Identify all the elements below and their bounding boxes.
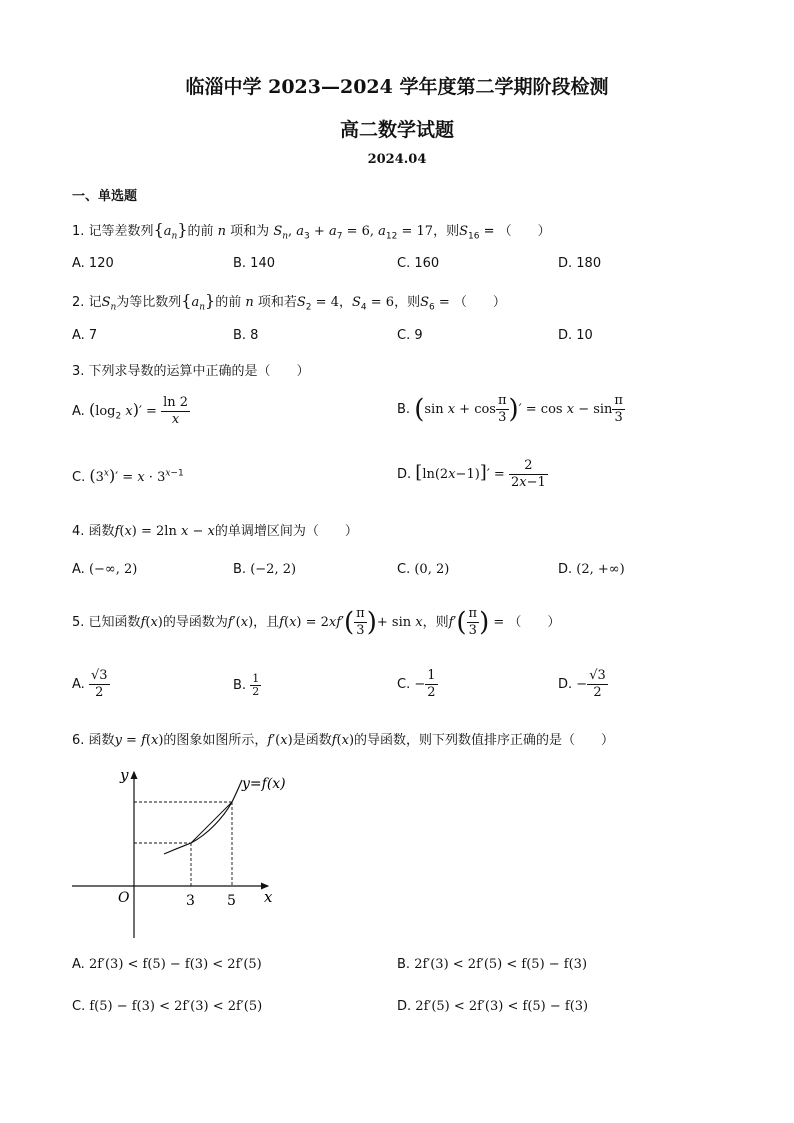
q3-option-c: C. $(3^x)' = x \cdot 3^{x-1}$ [72,466,184,485]
q4-value-b: (−2, 2) [250,562,297,577]
function-graph-figure [68,762,288,942]
q5-option-c: C. − $\frac{1}{2}$ [397,668,436,700]
q3-text: 下列求导数的运算中正确的是（ ） [88,364,310,379]
q5-text-2: 的导函数为 [162,615,228,630]
q1-text-4: ，则 [433,224,460,239]
q1-text-5: = （ ） [479,224,551,239]
q4-value-d: (2, +∞) [576,562,625,577]
q1-text-2: 的前 [187,224,214,239]
q3-label-a: A. [72,404,85,419]
q5-label-c: C. [397,677,411,692]
q3-label-b: B. [397,402,411,417]
q2-text-1: 记 [88,295,102,310]
q3-label-c: C. [72,470,86,485]
q5-text-5: （ ） [508,615,561,630]
q1-text-1: 记等差数列 [88,224,154,239]
q6-label-c: C. [72,999,86,1014]
q2-option-d: D. 10 [558,328,593,343]
curve-label: y=f(x) [242,776,286,792]
q4-option-c [397,562,449,577]
q1-text-3: 项和为 [230,224,270,239]
question-1: 1. 记等差数列$\{a_n\}$的前 n 项和为 $S_n$, $a_3 + a_7 = 6$, $a_{12} = 17$，则$S_{16}$ = （ ） [72,220,551,242]
q4-label-d: D. [558,562,573,577]
exam-title: 临淄中学 2023—2024 学年度第二学期阶段检测 [185,76,609,98]
q2-option-a: A. 7 [72,328,98,343]
q4-label-b: B. [233,562,247,577]
section-heading: 一、单选题 [72,189,138,204]
q6-label-b: B. [397,957,411,972]
q6-label-a: A. [72,957,85,972]
q4-label-c: C. [397,562,411,577]
y-axis-label: y [120,766,129,784]
q2-option-c: C. 9 [397,328,423,343]
q2-text-4: 项和若 [257,295,297,310]
q5-label-d: D. [558,677,573,692]
q4-option-b [233,562,296,577]
q3-option-b: B. (sin x + cos $\frac{\pi}{3}$ )′ = cos x − sin $\frac{\pi}{3}$ [397,393,623,425]
q1-option-b: B. 140 [233,256,275,271]
question-6: 6. 函数y = f(x)的图象如图所示，f′(x)是函数f(x)的导函数，则下列数值排序正确的是（ ） [72,733,615,748]
q1-option-d: D. 180 [558,256,602,271]
q2-number: 2. [72,295,85,310]
q3-option-a: A. ($\log_2$ x)′ = $\frac{\ln 2}{x}$ [72,395,188,427]
q3-option-d: D. [ln(2x−1)]′ = $\frac{2}{2x-1}$ [397,458,546,490]
q6-option-c [72,999,262,1014]
q3-label-d: D. [397,467,412,482]
q6-number: 6. [72,733,85,748]
q6-text-2: 的图象如图所示， [163,733,268,748]
q4-text-1: 函数 [88,524,115,539]
q6-option-d [397,999,588,1014]
q1-option-c: C. 160 [397,256,440,271]
q6-value-d: 2f′(5) < 2f′(3) < f(5) − f(3) [415,999,589,1014]
secant-line [191,802,232,843]
q4-option-d [558,562,625,577]
q2-text-5: ， [338,295,352,310]
q2-text-7: （ ） [453,295,506,310]
q1-option-a: A. 120 [72,256,114,271]
q6-text-4: 的导函数，则下列数值排序正确的是（ ） [354,733,615,748]
q6-value-a: 2f′(3) < f(5) − f(3) < 2f′(5) [88,957,262,972]
q6-text-1: 函数 [88,733,115,748]
q2-text-2: 为等比数列 [116,295,182,310]
q6-option-a [72,957,262,972]
q6-value-b: 2f′(3) < 2f′(5) < f(5) − f(3) [414,957,588,972]
exam-date: 2024.04 [367,152,427,167]
q4-option-a [72,562,137,577]
q5-text-4: ，则 [422,615,449,630]
q2-option-b: B. 8 [233,328,259,343]
question-2: 2. 记$S_n$为等比数列$\{a_n\}$的前 n 项和若$S_2 = 4$，$S_4 = 6$，则$S_6$ = （ ） [72,291,506,313]
q5-text-1: 已知函数 [88,615,141,630]
q6-text-3: 是函数 [292,733,332,748]
q5-option-d: D. − $\frac{√3}{2}$ [558,668,606,700]
q5-option-b: B. $\frac{1}{2}$ [233,672,260,698]
q4-value-a: (−∞, 2) [88,562,138,577]
tick-label-5: 5 [227,893,236,909]
q5-label-a: A. [72,677,85,692]
exam-subtitle: 高二数学试题 [339,119,454,141]
q4-label-a: A. [72,562,85,577]
q3-number: 3. [72,364,85,379]
q4-number: 4. [72,524,85,539]
q5-number: 5. [72,615,85,630]
tick-label-3: 3 [186,893,195,909]
q5-label-b: B. [233,678,247,693]
q1-number: 1. [72,224,85,239]
q2-text-3: 的前 [215,295,242,310]
q4-text-2: 的单调增区间为（ ） [214,524,358,539]
q4-value-c: (0, 2) [414,562,450,577]
q6-option-b [397,957,587,972]
q2-text-6: ，则 [394,295,421,310]
q6-label-d: D. [397,999,412,1014]
q5-option-a: A. $\frac{√3}{2}$ [72,668,108,700]
origin-label: O [118,890,130,906]
question-5: 5. 已知函数f(x)的导函数为f′(x)，且f(x) = 2xf′( $\frac{\pi}{3}$ )+ sin x，则f′( $\frac{\pi}{3}$ ) = （ ） [72,606,561,638]
q6-value-c: f(5) − f(3) < 2f′(3) < 2f′(5) [89,999,263,1014]
q5-text-3: ，且 [253,615,280,630]
question-3 [72,360,310,379]
x-axis-label: x [264,888,273,906]
question-4: 4. 函数f(x) = 2ln x − x的单调增区间为（ ） [72,524,358,539]
